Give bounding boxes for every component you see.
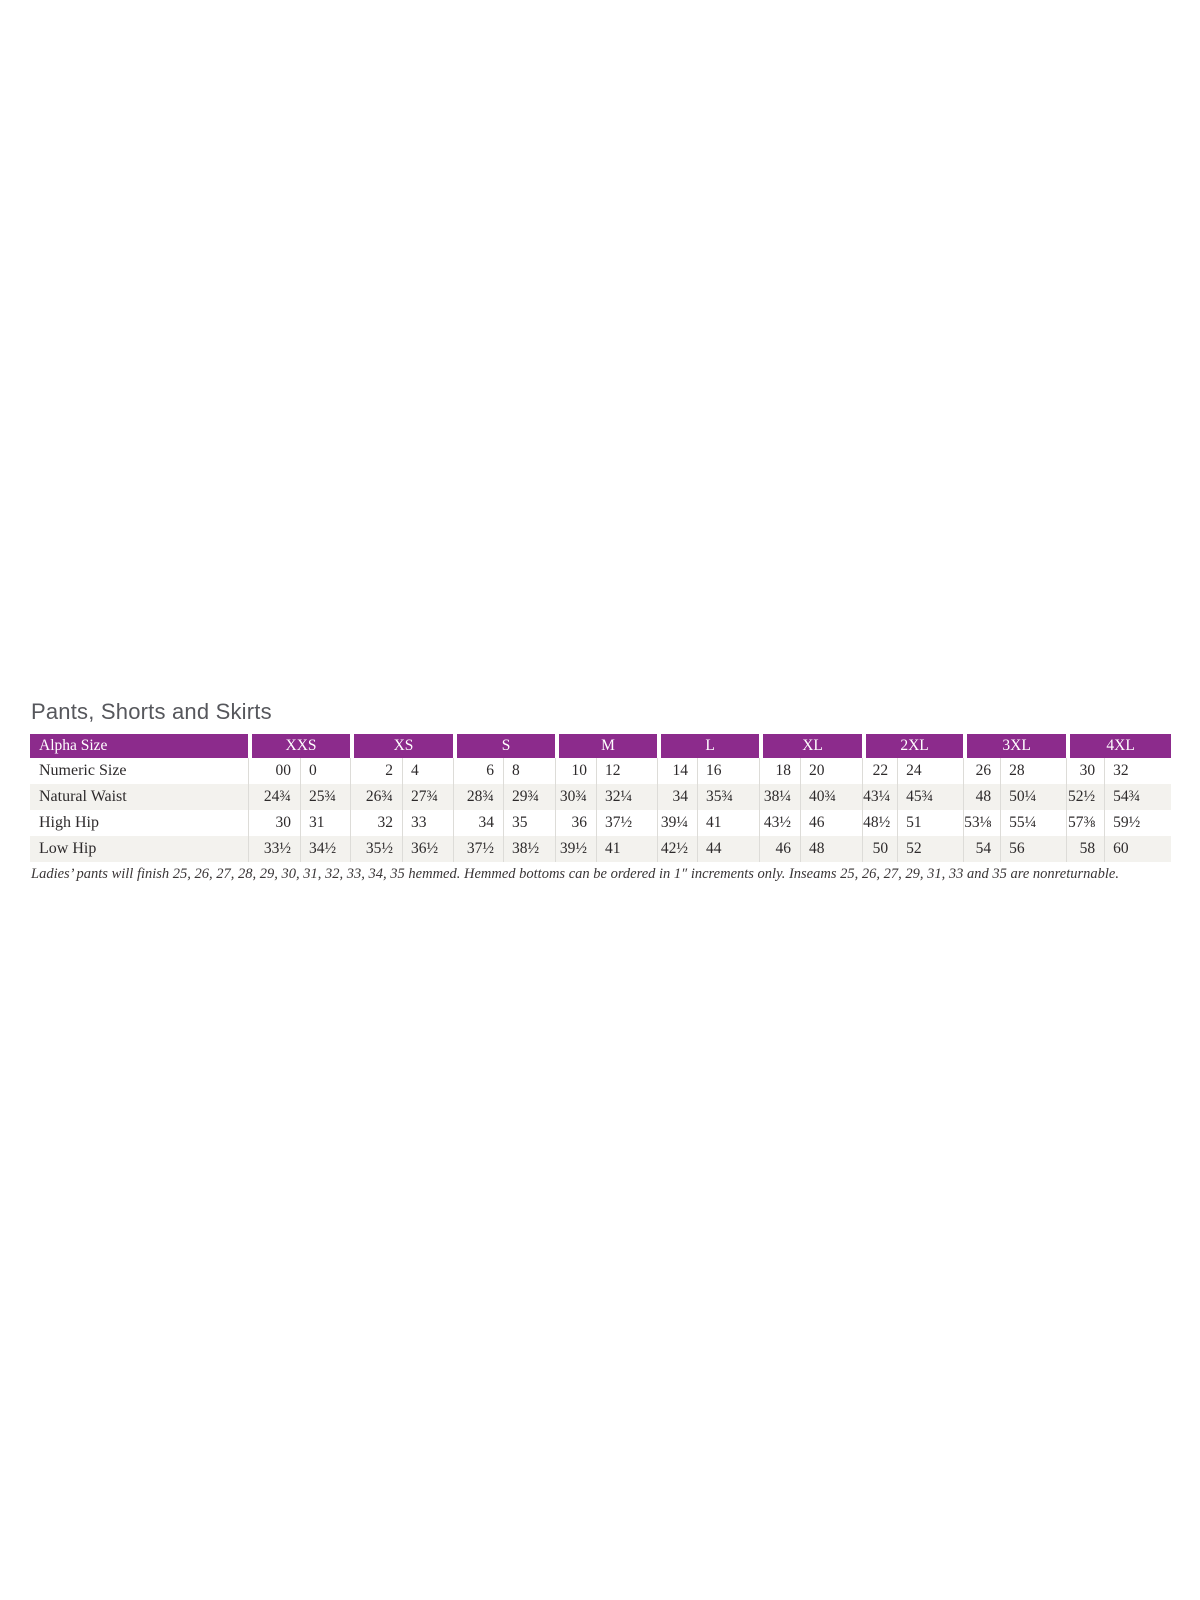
table-cell: 55¼ xyxy=(1000,810,1066,836)
column-header-4xl: 4XL xyxy=(1066,734,1171,758)
table-cell: 26¾ xyxy=(350,784,402,810)
table-cell: 32¼ xyxy=(596,784,657,810)
table-cell: 30 xyxy=(248,810,300,836)
table-cell: 31 xyxy=(300,810,350,836)
size-chart-table xyxy=(30,734,1171,862)
table-cell: 28¾ xyxy=(453,784,503,810)
table-cell: 46 xyxy=(800,810,862,836)
table-cell: 32 xyxy=(350,810,402,836)
table-cell: 46 xyxy=(759,836,800,862)
alpha-size-header: Alpha Size xyxy=(30,734,248,758)
table-row-natural-waist xyxy=(30,784,1171,810)
table-cell: 43½ xyxy=(759,810,800,836)
table-cell: 56 xyxy=(1000,836,1066,862)
table-cell: 48 xyxy=(963,784,1000,810)
table-cell: 52 xyxy=(897,836,963,862)
table-cell: 33 xyxy=(402,810,453,836)
table-cell: 59½ xyxy=(1104,810,1171,836)
table-cell: 4 xyxy=(402,758,453,784)
table-cell: 54¾ xyxy=(1104,784,1171,810)
table-cell: 27¾ xyxy=(402,784,453,810)
table-cell: 28 xyxy=(1000,758,1066,784)
table-cell: 51 xyxy=(897,810,963,836)
table-cell: 53⅛ xyxy=(963,810,1000,836)
table-cell: 44 xyxy=(697,836,759,862)
table-cell: 34 xyxy=(657,784,697,810)
column-header-xs: XS xyxy=(350,734,453,758)
table-cell: 12 xyxy=(596,758,657,784)
page-title: Pants, Shorts and Skirts xyxy=(31,699,272,724)
table-cell: 33½ xyxy=(248,836,300,862)
table-cell: 35 xyxy=(503,810,555,836)
table-row-high-hip xyxy=(30,810,1171,836)
row-label: High Hip xyxy=(30,810,248,836)
column-header-2xl: 2XL xyxy=(862,734,963,758)
table-cell: 35½ xyxy=(350,836,402,862)
column-header-l: L xyxy=(657,734,759,758)
header-row xyxy=(30,734,1171,758)
table-cell: 50¼ xyxy=(1000,784,1066,810)
table-cell: 2 xyxy=(350,758,402,784)
table-cell: 37½ xyxy=(453,836,503,862)
table-cell: 30 xyxy=(1066,758,1104,784)
table-cell: 42½ xyxy=(657,836,697,862)
table-cell: 36 xyxy=(555,810,596,836)
row-label: Natural Waist xyxy=(30,784,248,810)
table-cell: 39¼ xyxy=(657,810,697,836)
table-cell: 20 xyxy=(800,758,862,784)
table-cell: 41 xyxy=(697,810,759,836)
table-cell: 16 xyxy=(697,758,759,784)
table-cell: 0 xyxy=(300,758,350,784)
table-cell: 8 xyxy=(503,758,555,784)
table-cell: 48½ xyxy=(862,810,897,836)
column-header-m: M xyxy=(555,734,657,758)
table-cell: 52½ xyxy=(1066,784,1104,810)
table-cell: 26 xyxy=(963,758,1000,784)
table-cell: 10 xyxy=(555,758,596,784)
table-cell: 35¾ xyxy=(697,784,759,810)
table-cell: 25¾ xyxy=(300,784,350,810)
column-header-3xl: 3XL xyxy=(963,734,1066,758)
table-row-low-hip xyxy=(30,836,1171,862)
table-cell: 18 xyxy=(759,758,800,784)
table-cell: 34 xyxy=(453,810,503,836)
table-cell: 32 xyxy=(1104,758,1171,784)
table-cell: 48 xyxy=(800,836,862,862)
table-cell: 6 xyxy=(453,758,503,784)
table-cell: 40¾ xyxy=(800,784,862,810)
table-cell: 38½ xyxy=(503,836,555,862)
row-label: Numeric Size xyxy=(30,758,248,784)
column-header-xl: XL xyxy=(759,734,862,758)
table-cell: 24 xyxy=(897,758,963,784)
table-cell: 36½ xyxy=(402,836,453,862)
table-cell: 43¼ xyxy=(862,784,897,810)
table-cell: 50 xyxy=(862,836,897,862)
table-cell: 45¾ xyxy=(897,784,963,810)
column-header-s: S xyxy=(453,734,555,758)
footnote: Ladies’ pants will finish 25, 26, 27, 28, 29, 30, 31, 32, 33, 34, 35 hemmed. Hemmed bottoms can be ordered in 1″ increments only. Inseams 25, 26, 27, 29, 31, 33 and 35 are nonreturnable. xyxy=(31,866,1119,882)
table-cell: 00 xyxy=(248,758,300,784)
table-cell: 24¾ xyxy=(248,784,300,810)
column-header-xxs: XXS xyxy=(248,734,350,758)
table-row-numeric-size xyxy=(30,758,1171,784)
table-cell: 34½ xyxy=(300,836,350,862)
table-cell: 58 xyxy=(1066,836,1104,862)
table-cell: 38¼ xyxy=(759,784,800,810)
table-cell: 39½ xyxy=(555,836,596,862)
table-cell: 60 xyxy=(1104,836,1171,862)
table-cell: 22 xyxy=(862,758,897,784)
table-cell: 57⅜ xyxy=(1066,810,1104,836)
table-cell: 37½ xyxy=(596,810,657,836)
table-cell: 54 xyxy=(963,836,1000,862)
table-cell: 29¾ xyxy=(503,784,555,810)
table-cell: 30¾ xyxy=(555,784,596,810)
table-cell: 41 xyxy=(596,836,657,862)
row-label: Low Hip xyxy=(30,836,248,862)
table-cell: 14 xyxy=(657,758,697,784)
